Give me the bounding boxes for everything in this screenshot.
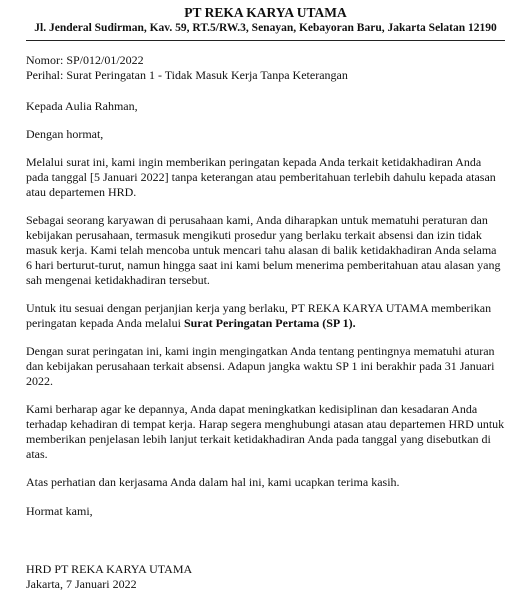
signature-name: HRD PT REKA KARYA UTAMA [26,562,193,576]
closing: Hormat kami, [26,504,93,518]
paragraph-4: Dengan surat peringatan ini, kami ingin mengingatkan Anda tentang pentingnya mematuhi aturan dan kebijakan perusahaan terkait absensi. Adapun jangka waktu SP 1 ini berakhir pada 31 Januari 2022. [26,344,495,388]
letterhead-divider [26,40,505,41]
paragraph-6: Atas perhatian dan kerjasama Anda dalam hal ini, kami ucapkan terima kasih. [26,475,400,489]
letter-meta [26,53,505,83]
letter-number: Nomor: SP/012/01/2022 [26,53,144,67]
signature-block [26,562,505,592]
company-name: PT REKA KARYA UTAMA [184,5,347,20]
paragraph-3 [26,301,505,331]
salutation: Kepada Aulia Rahman, [26,99,138,113]
company-address: Jl. Jenderal Sudirman, Kav. 59, RT.5/RW.3, Senayan, Kebayoran Baru, Jakarta Selatan 12190 [34,22,497,34]
paragraph-3-bold: Surat Peringatan Pertama (SP 1). [183,316,356,330]
letterhead [26,0,505,41]
paragraph-2: Sebagai seorang karyawan di perusahaan kami, Anda diharapkan untuk mematuhi peraturan dan kebijakan perusahaan, termasuk mengikuti prosedur yang berlaku terkait absensi dan izin tidak masuk kerja. Kami telah mencoba untuk mencari tahu alasan di balik ketidakhadiran Anda selama 6 hari berturut-turut, namun hingga saat ini kami belum menerima pemberitahuan atau alasan yang sah mengenai ketidakhadiran tersebut. [26,213,501,287]
paragraph-1: Melalui surat ini, kami ingin memberikan peringatan kepada Anda terkait ketidakhadiran Anda pada tanggal [5 Januari 2022] tanpa keterangan atau pemberitahuan terlebih dahulu kepada atasan atau departemen HRD. [26,155,496,199]
signature-place-date: Jakarta, 7 Januari 2022 [26,577,137,591]
paragraph-3-text: Untuk itu sesuai dengan perjanjian kerja yang berlaku, PT REKA KARYA UTAMA memberikan peringatan kepada Anda melalui [26,301,492,330]
greeting: Dengan hormat, [26,127,104,141]
paragraph-5: Kami berharap agar ke depannya, Anda dapat meningkatkan kedisiplinan dan kesadaran Anda terhadap kehadiran di tempat kerja. Harap segera menghubungi atasan atau departemen HRD untuk memberikan penjelasan lebih lanjut terkait ketidakhadiran Anda pada tanggal yang disebutkan di atas. [26,402,505,461]
letter-subject: Perihal: Surat Peringatan 1 - Tidak Masuk Kerja Tanpa Keterangan [26,68,348,82]
